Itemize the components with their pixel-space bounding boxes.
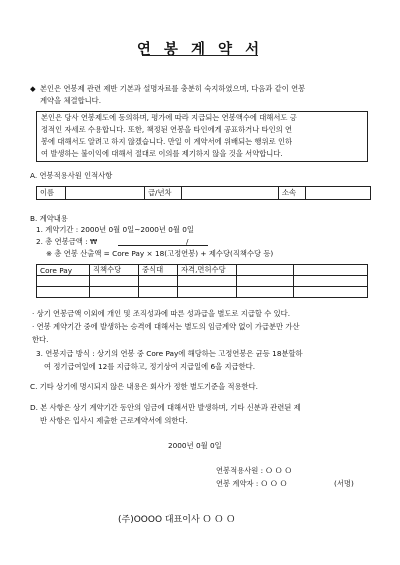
payment-method-line-1: 3. 연봉지급 방식 : 상기의 연봉 중 Core Pay에 해당하는 고정연봉은 균등 18분할하 [36,349,303,358]
section-d-line-1: D. 본 사항은 상기 계약기간 동안의 임금에 대해서만 발생하며, 기타 신분과 관련된 제 [30,403,301,412]
table-cell[interactable] [294,287,368,298]
section-b-heading: B. 계약내용 [30,214,68,223]
header-empty-2 [294,265,368,276]
document-title: 연 봉 계 약 서 [136,42,264,58]
section-c-text: C. 기타 상기에 명시되지 않은 내용은 회사가 정한 별도기준을 적용한다. [30,382,258,391]
table-cell[interactable] [90,276,139,287]
grade-field[interactable] [182,187,279,200]
note-promotion-cont: 한다. [32,335,49,344]
salary-blank-line[interactable] [118,245,208,246]
employee-signature: 연봉적용사원 : Ｏ Ｏ Ｏ [216,466,292,475]
table-cell[interactable] [178,276,237,287]
pledge-line-1: 본인은 당사 연봉제도에 동의하며, 평가에 따라 지급되는 연봉액수에 대해서도 긍 [41,113,297,122]
name-label: 이름 [37,187,66,200]
intro-line-2: 계약을 체결합니다. [40,96,102,105]
salary-formula: ※ 총 연봉 산출액 = Core Pay × 18(고정연봉) + 제수당(직책수당 등) [46,249,274,258]
contract-period: 1. 계약기간 : 2000년 0월 0일~2000년 0월 0일 [36,225,194,234]
header-meal-allowance: 중식대 [139,265,178,276]
name-field[interactable] [66,187,145,200]
intro-line-1: 본인은 연봉제 관련 제반 기본과 설명자료를 충분히 숙지하였으며, 다음과 같이 연봉 [40,84,306,93]
header-position-allowance: 직책수당 [90,265,139,276]
table-cell[interactable] [37,287,90,298]
grade-label: 급/년차 [145,187,182,200]
bullet-icon: ◆ [30,84,36,93]
total-salary: 2. 총 연봉금액 : ₩ [36,237,98,246]
table-cell[interactable] [237,276,294,287]
header-core-pay: Core Pay [37,265,90,276]
header-empty-1 [237,265,294,276]
table-cell[interactable] [139,287,178,298]
pledge-line-3: 봉에 대해서도 알려고 하지 않겠습니다. 만일 이 계약서에 위배되는 행위로 인하 [41,137,293,146]
department-label: 소속 [279,187,306,200]
company-representative: (주)OOOO 대표이사 Ｏ Ｏ Ｏ [118,515,236,525]
seal-label: (서명) [334,479,354,488]
salary-slash: / [186,237,189,246]
table-cell[interactable] [237,287,294,298]
note-bonus: · 상기 연봉금액 이외에 개인 및 조직성과에 따른 성과급을 별도로 지급할 수 있다. [32,309,291,318]
contract-date: 2000년 0월 0일 [168,441,222,450]
table-cell[interactable] [139,276,178,287]
pledge-line-2: 정적인 자세로 수용합니다. 또한, 책정된 연봉을 타인에게 공표하거나 타인의 연 [41,125,293,134]
table-cell[interactable] [90,287,139,298]
title-underline [142,55,258,56]
contractor-signature: 연봉 계약자 : Ｏ Ｏ Ｏ [216,479,288,488]
personal-info-table [36,186,371,200]
pledge-box [36,111,368,162]
section-a-heading: A. 연봉적용사원 인적사항 [30,171,113,180]
table-cell[interactable] [37,276,90,287]
note-promotion: · 연봉 계약기간 중에 발생하는 승격에 대해서는 별도의 임금계약 없이 가급분만 가산 [32,322,300,331]
salary-breakdown-table [36,264,368,298]
department-field[interactable] [306,187,371,200]
payment-method-line-2: 여 정기급여일에 12를 지급하고, 정기상여 지급일에 6을 지급한다. [44,362,256,371]
table-cell[interactable] [294,276,368,287]
section-d-line-2: 반 사항은 입사시 제출한 근로계약서에 의한다. [40,416,188,425]
table-cell[interactable] [178,287,237,298]
header-license-allowance: 자격,면허수당 [178,265,237,276]
pledge-line-4: 여 발생하는 불이익에 대해서 절대로 이의를 제기하지 않을 것을 서약합니다. [41,149,283,158]
